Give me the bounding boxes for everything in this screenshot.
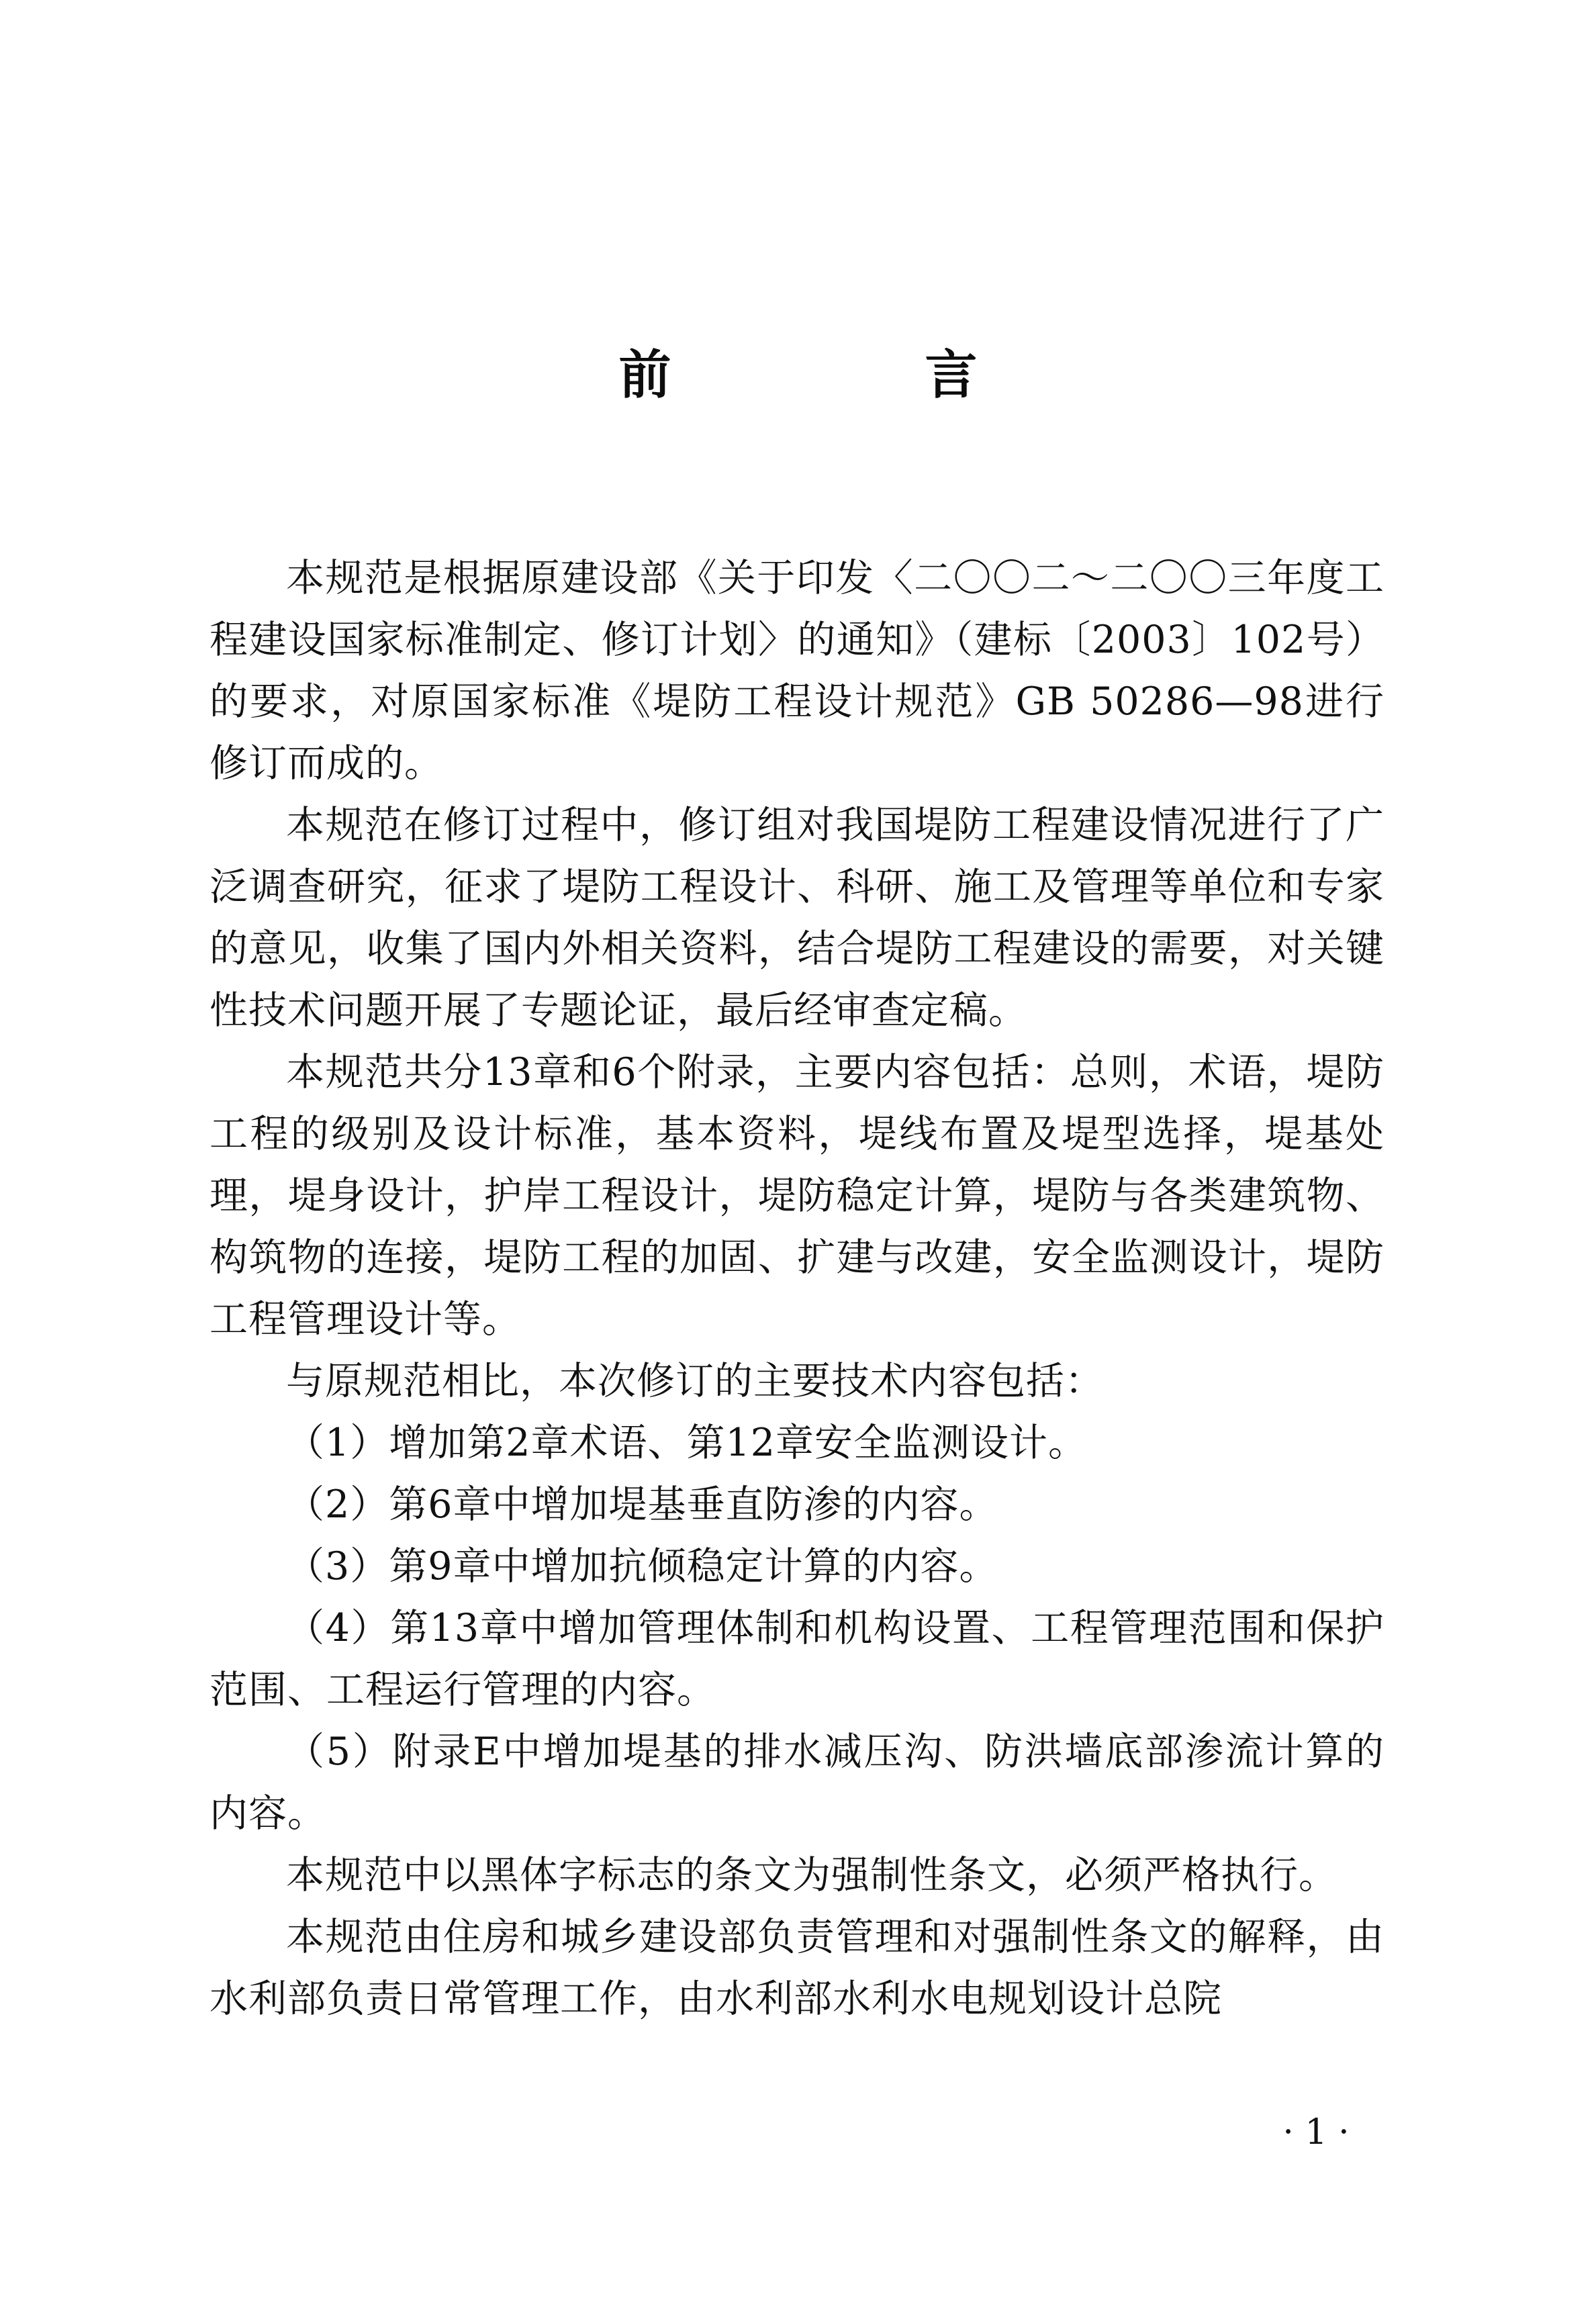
page-number: · 1 · — [1282, 2112, 1350, 2153]
list-item: （5）附录E中增加堤基的排水减压沟、防洪墙底部渗流计算的内容。 — [209, 1730, 1384, 1836]
document-body — [209, 547, 1384, 2030]
page-title: 前 言 — [618, 345, 1078, 406]
paragraph: 本规范共分13章和6个附录，主要内容包括：总则，术语，堤防工程的级别及设计标准，基本资料，堤线布置及堤型选择，堤基处理，堤身设计，护岸工程设计，堤防稳定计算，堤防与各类建筑物、构筑物的连接，堤防工程的加固、扩建与改建，安全监测设计，堤防工程管理设计等。 — [209, 1050, 1384, 1341]
list-item: （3）第9章中增加抗倾稳定计算的内容。 — [286, 1544, 998, 1589]
list-item: （2）第6章中增加堤基垂直防渗的内容。 — [286, 1482, 998, 1527]
list-item: （1）增加第2章术语、第12章安全监测设计。 — [286, 1421, 1088, 1465]
paragraph: 本规范是根据原建设部《关于印发〈二〇〇二～二〇〇三年度工程建设国家标准制定、修订计划〉的通知》（建标〔2003〕102号）的要求，对原国家标准《堤防工程设计规范》GB 50286—98进行修订而成的。 — [209, 556, 1384, 786]
paragraph: 本规范由住房和城乡建设部负责管理和对强制性条文的解释，由水利部负责日常管理工作，由水利部水利水电规划设计总院 — [209, 1915, 1384, 2021]
paragraph: 本规范中以黑体字标志的条文为强制性条文，必须严格执行。 — [286, 1853, 1337, 1897]
paragraph: 与原规范相比，本次修订的主要技术内容包括： — [286, 1359, 1104, 1403]
list-item: （4）第13章中增加管理体制和机构设置、工程管理范围和保护范围、工程运行管理的内容。 — [209, 1606, 1384, 1712]
paragraph: 本规范在修订过程中，修订组对我国堤防工程建设情况进行了广泛调查研究，征求了堤防工程设计、科研、施工及管理等单位和专家的意见，收集了国内外相关资料，结合堤防工程建设的需要，对关键性技术问题开展了专题论证，最后经审查定稿。 — [209, 803, 1384, 1033]
